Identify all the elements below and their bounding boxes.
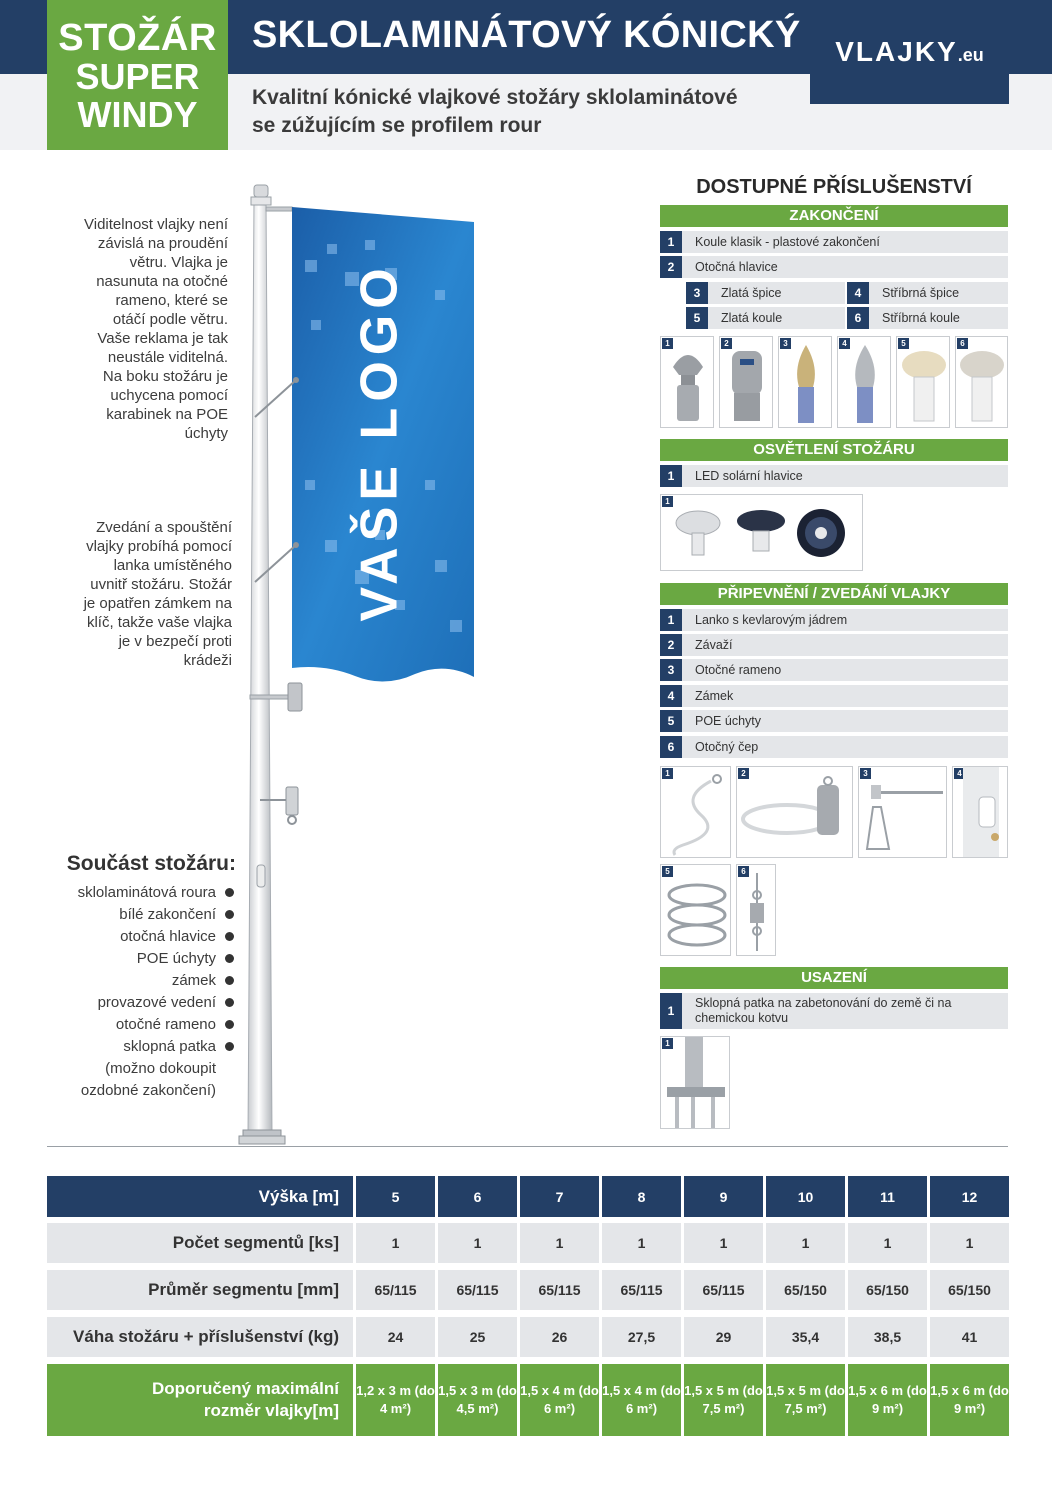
silver-ball-icon xyxy=(956,337,1008,428)
gold-ball-icon xyxy=(897,337,950,428)
lock-icon xyxy=(953,767,1008,858)
thumb-gold-spike[interactable] xyxy=(778,336,832,428)
table-cell: 12 xyxy=(930,1176,1009,1217)
row-label: Výška [m] xyxy=(47,1176,353,1217)
solar-head-icon xyxy=(661,495,863,571)
thumb-poe-clips[interactable] xyxy=(660,864,731,956)
item-number: 4 xyxy=(660,685,682,707)
thumb-tilting-base[interactable] xyxy=(660,1036,730,1129)
parts-note-text: (možno dokoupit xyxy=(105,1059,216,1077)
weight-icon xyxy=(737,767,853,858)
list-item xyxy=(660,993,1008,1029)
item-number: 6 xyxy=(660,736,682,758)
table-cell: 65/150 xyxy=(848,1270,927,1310)
list-item xyxy=(660,256,1008,278)
thumb-number: 6 xyxy=(957,338,968,349)
thumb-number: 1 xyxy=(662,338,673,349)
item-label: Otočná hlavice xyxy=(695,259,778,274)
swivel-icon xyxy=(737,865,776,956)
thumb-number: 1 xyxy=(662,496,673,507)
brand-logo[interactable] xyxy=(810,0,1009,104)
bullet-icon xyxy=(225,998,234,1007)
table-cell: 1,5 x 4 m (do 6 m²) xyxy=(602,1364,681,1436)
table-cell: 1,5 x 6 m (do 9 m²) xyxy=(848,1364,927,1436)
list-item xyxy=(660,685,1008,707)
bullet-icon xyxy=(225,976,234,985)
part-label: POE úchyty xyxy=(136,949,216,967)
table-cell: 27,5 xyxy=(602,1317,681,1357)
ball-finial-icon xyxy=(661,337,714,428)
row-label: Váha stožáru + příslušenství (kg) xyxy=(47,1317,353,1357)
bullet-icon xyxy=(225,1042,234,1051)
item-number: 5 xyxy=(686,307,708,329)
thumb-number: 3 xyxy=(860,768,871,779)
item-label: Zlatá špice xyxy=(721,285,782,300)
pole-top-cap xyxy=(254,185,268,197)
description-lifting: Zvedání a spouštění vlajky probíhá pomocí lanka umístěného uvnitř stožáru. Stožár je opatřen zámkem na klíč, takže vaše vlajka je v bezpečí proti krádeži xyxy=(83,519,232,669)
tilting-base-icon xyxy=(661,1037,730,1129)
table-cell: 29 xyxy=(684,1317,763,1357)
weight xyxy=(288,683,302,711)
thumb-ball-classic[interactable] xyxy=(660,336,714,428)
parts-note-2 xyxy=(40,1079,234,1101)
thumb-number: 2 xyxy=(738,768,749,779)
table-cell: 38,5 xyxy=(848,1317,927,1357)
brand-logo-suffix: .eu xyxy=(957,45,984,65)
part-label: sklolaminátová roura xyxy=(77,883,216,901)
table-cell: 1 xyxy=(930,1223,1009,1263)
table-cell: 24 xyxy=(356,1317,435,1357)
table-cell: 25 xyxy=(438,1317,517,1357)
parts-list xyxy=(40,881,234,1101)
brand-logo-main: VLAJKY xyxy=(835,36,958,67)
arm-icon xyxy=(859,767,947,858)
table-cell: 1,2 x 3 m (do 4 m²) xyxy=(356,1364,435,1436)
header xyxy=(0,0,1052,150)
badge-line-2: SUPER xyxy=(75,56,200,97)
item-label: Koule klasik - plastové zakončení xyxy=(695,234,880,249)
thumb-led-solar-head[interactable] xyxy=(660,494,863,571)
list-item xyxy=(686,282,845,304)
item-number: 1 xyxy=(660,609,682,631)
item-label: POE úchyty xyxy=(695,713,761,728)
thumb-number: 4 xyxy=(839,338,850,349)
section-header-osvetleni: OSVĚTLENÍ STOŽÁRU xyxy=(660,439,1008,461)
table-cell: 8 xyxy=(602,1176,681,1217)
list-item xyxy=(40,903,234,925)
table-cell: 1 xyxy=(356,1223,435,1263)
brand-logo-text xyxy=(810,36,1009,68)
thumb-number: 1 xyxy=(662,1038,673,1049)
part-label: bílé zakončení xyxy=(119,905,216,923)
table-cell: 1,5 x 5 m (do 7,5 m²) xyxy=(684,1364,763,1436)
rope-icon xyxy=(661,767,731,858)
table-cell: 1 xyxy=(766,1223,845,1263)
item-label: LED solární hlavice xyxy=(695,468,803,483)
table-cell: 1,5 x 3 m (do 4,5 m²) xyxy=(438,1364,517,1436)
row-label: Průměr segmentu [mm] xyxy=(47,1270,353,1310)
section-header-pripevneni: PŘIPEVNĚNÍ / ZVEDÁNÍ VLAJKY xyxy=(660,583,1008,605)
item-label: Závaží xyxy=(695,637,733,652)
item-number: 3 xyxy=(686,282,708,304)
list-item xyxy=(660,231,1008,253)
table-cell: 6 xyxy=(438,1176,517,1217)
list-item xyxy=(40,1013,234,1035)
flag-logo-text: VAŠE LOGO xyxy=(350,262,409,622)
part-label: sklopná patka xyxy=(123,1037,216,1055)
table-cell: 1 xyxy=(848,1223,927,1263)
table-cell: 1,5 x 6 m (do 9 m²) xyxy=(930,1364,1009,1436)
thumb-number: 4 xyxy=(954,768,965,779)
table-row xyxy=(47,1317,1009,1357)
item-number: 6 xyxy=(847,307,869,329)
table-cell: 11 xyxy=(848,1176,927,1217)
rotating-arm xyxy=(266,207,292,211)
item-number: 3 xyxy=(660,659,682,681)
thumb-swivel[interactable] xyxy=(736,864,776,956)
table-row xyxy=(47,1270,1009,1310)
bullet-icon xyxy=(225,932,234,941)
item-label: Zámek xyxy=(695,688,734,703)
table-cell: 7 xyxy=(520,1176,599,1217)
table-cell: 65/150 xyxy=(766,1270,845,1310)
item-number: 2 xyxy=(660,256,682,278)
row-label: Počet segmentů [ks] xyxy=(47,1223,353,1263)
thumb-number: 1 xyxy=(662,768,673,779)
thumb-silver-ball[interactable] xyxy=(955,336,1008,428)
pole-base xyxy=(243,1130,281,1136)
table-row xyxy=(47,1364,1009,1436)
description-visibility: Viditelnost vlajky není závislá na proudění větru. Vlajka je nasunuta na otočné rameno, které se otáčí podle větru. Vaše reklama je tak neustále viditelná. Na boku stožáru je uchycena pomocí karabinek na POE úchyty xyxy=(84,216,228,442)
lock xyxy=(286,787,298,815)
part-label: zámek xyxy=(171,971,216,989)
list-item xyxy=(847,282,1008,304)
thumb-rotating-arm[interactable] xyxy=(858,766,947,858)
table-cell: 65/115 xyxy=(438,1270,517,1310)
list-item xyxy=(660,736,1008,758)
list-item xyxy=(40,947,234,969)
list-item xyxy=(660,634,1008,656)
item-label: Lanko s kevlarovým jádrem xyxy=(695,612,848,627)
list-item xyxy=(686,307,845,329)
table-cell: 65/115 xyxy=(684,1270,763,1310)
thumb-lock[interactable] xyxy=(952,766,1008,858)
page-title: SKLOLAMINÁTOVÝ KÓNICKÝ xyxy=(252,14,801,56)
thumb-gold-ball[interactable] xyxy=(896,336,950,428)
subtitle-line-2: se zúžujícím se profilem rour xyxy=(252,114,542,137)
section-header-usazeni: USAZENÍ xyxy=(660,967,1008,989)
table-cell: 41 xyxy=(930,1317,1009,1357)
table-cell: 65/115 xyxy=(356,1270,435,1310)
part-label: otočné rameno xyxy=(115,1015,216,1033)
list-item xyxy=(40,881,234,903)
table-row xyxy=(47,1223,1009,1263)
bullet-icon xyxy=(225,910,234,919)
table-cell: 35,4 xyxy=(766,1317,845,1357)
bullet-icon xyxy=(225,888,234,897)
thumb-kevlar-rope[interactable] xyxy=(660,766,731,858)
section-header-zakonceni: ZAKONČENÍ xyxy=(660,205,1008,227)
thumb-silver-spike[interactable] xyxy=(837,336,891,428)
list-item xyxy=(847,307,1008,329)
thumb-number: 2 xyxy=(721,338,732,349)
item-number: 5 xyxy=(660,710,682,732)
divider xyxy=(47,1146,1008,1147)
thumb-weight[interactable] xyxy=(736,766,853,858)
table-row xyxy=(47,1176,1009,1217)
clips-icon xyxy=(661,865,731,956)
table-cell: 5 xyxy=(356,1176,435,1217)
table-cell: 10 xyxy=(766,1176,845,1217)
list-item xyxy=(40,969,234,991)
list-item xyxy=(40,1035,234,1057)
flagpole-illustration xyxy=(235,180,485,1150)
part-label: otočná hlavice xyxy=(120,927,216,945)
table-cell: 9 xyxy=(684,1176,763,1217)
list-item xyxy=(660,710,1008,732)
thumb-number: 6 xyxy=(738,866,749,877)
thumb-rotating-head[interactable] xyxy=(719,336,773,428)
item-label: Otočný čep xyxy=(695,739,759,754)
badge-line-1: STOŽÁR xyxy=(58,17,217,59)
pole-tube xyxy=(248,200,272,1135)
parts-note-text: ozdobné zakončení) xyxy=(80,1081,216,1099)
item-label: Stříbrná koule xyxy=(882,310,960,325)
parts-title: Součást stožáru: xyxy=(66,852,236,875)
table-cell: 1,5 x 4 m (do 6 m²) xyxy=(520,1364,599,1436)
table-cell: 1 xyxy=(602,1223,681,1263)
item-number: 2 xyxy=(660,634,682,656)
item-number: 1 xyxy=(660,993,682,1029)
accessories-title: DOSTUPNÉ PŘÍSLUŠENSTVÍ xyxy=(696,176,972,198)
rotating-head-icon xyxy=(720,337,773,428)
gold-spike-icon xyxy=(779,337,832,428)
page-subtitle xyxy=(252,84,812,140)
product-badge xyxy=(47,0,228,150)
table-cell: 26 xyxy=(520,1317,599,1357)
part-label: provazové vedení xyxy=(97,993,216,1011)
table-cell: 65/115 xyxy=(602,1270,681,1310)
row-label: Doporučený maximální rozměr vlajky[m] xyxy=(47,1364,353,1436)
item-label: Zlatá koule xyxy=(721,310,783,325)
item-label: Stříbrná špice xyxy=(882,285,960,300)
item-number: 1 xyxy=(660,465,682,487)
badge-line-3: WINDY xyxy=(77,94,198,135)
thumb-number: 3 xyxy=(780,338,791,349)
table-cell: 65/115 xyxy=(520,1270,599,1310)
item-number: 4 xyxy=(847,282,869,304)
silver-spike-icon xyxy=(838,337,891,428)
list-item xyxy=(660,465,1008,487)
table-cell: 1 xyxy=(684,1223,763,1263)
bullet-icon xyxy=(225,1020,234,1029)
list-item xyxy=(660,659,1008,681)
list-item xyxy=(660,609,1008,631)
subtitle-line-1: Kvalitní kónické vlajkové stožáry sklolaminátové xyxy=(252,86,738,109)
bullet-icon xyxy=(225,954,234,963)
table-cell: 65/150 xyxy=(930,1270,1009,1310)
parts-note-1 xyxy=(40,1057,234,1079)
thumb-number: 5 xyxy=(898,338,909,349)
table-cell: 1 xyxy=(438,1223,517,1263)
item-label: Sklopná patka na zabetonování do země či na chemickou kotvu xyxy=(695,996,952,1025)
item-number: 1 xyxy=(660,231,682,253)
list-item xyxy=(40,991,234,1013)
list-item xyxy=(40,925,234,947)
flag-logo xyxy=(350,262,409,621)
table-cell: 1,5 x 5 m (do 7,5 m²) xyxy=(766,1364,845,1436)
thumb-number: 5 xyxy=(662,866,673,877)
table-cell: 1 xyxy=(520,1223,599,1263)
item-label: Otočné rameno xyxy=(695,662,782,677)
